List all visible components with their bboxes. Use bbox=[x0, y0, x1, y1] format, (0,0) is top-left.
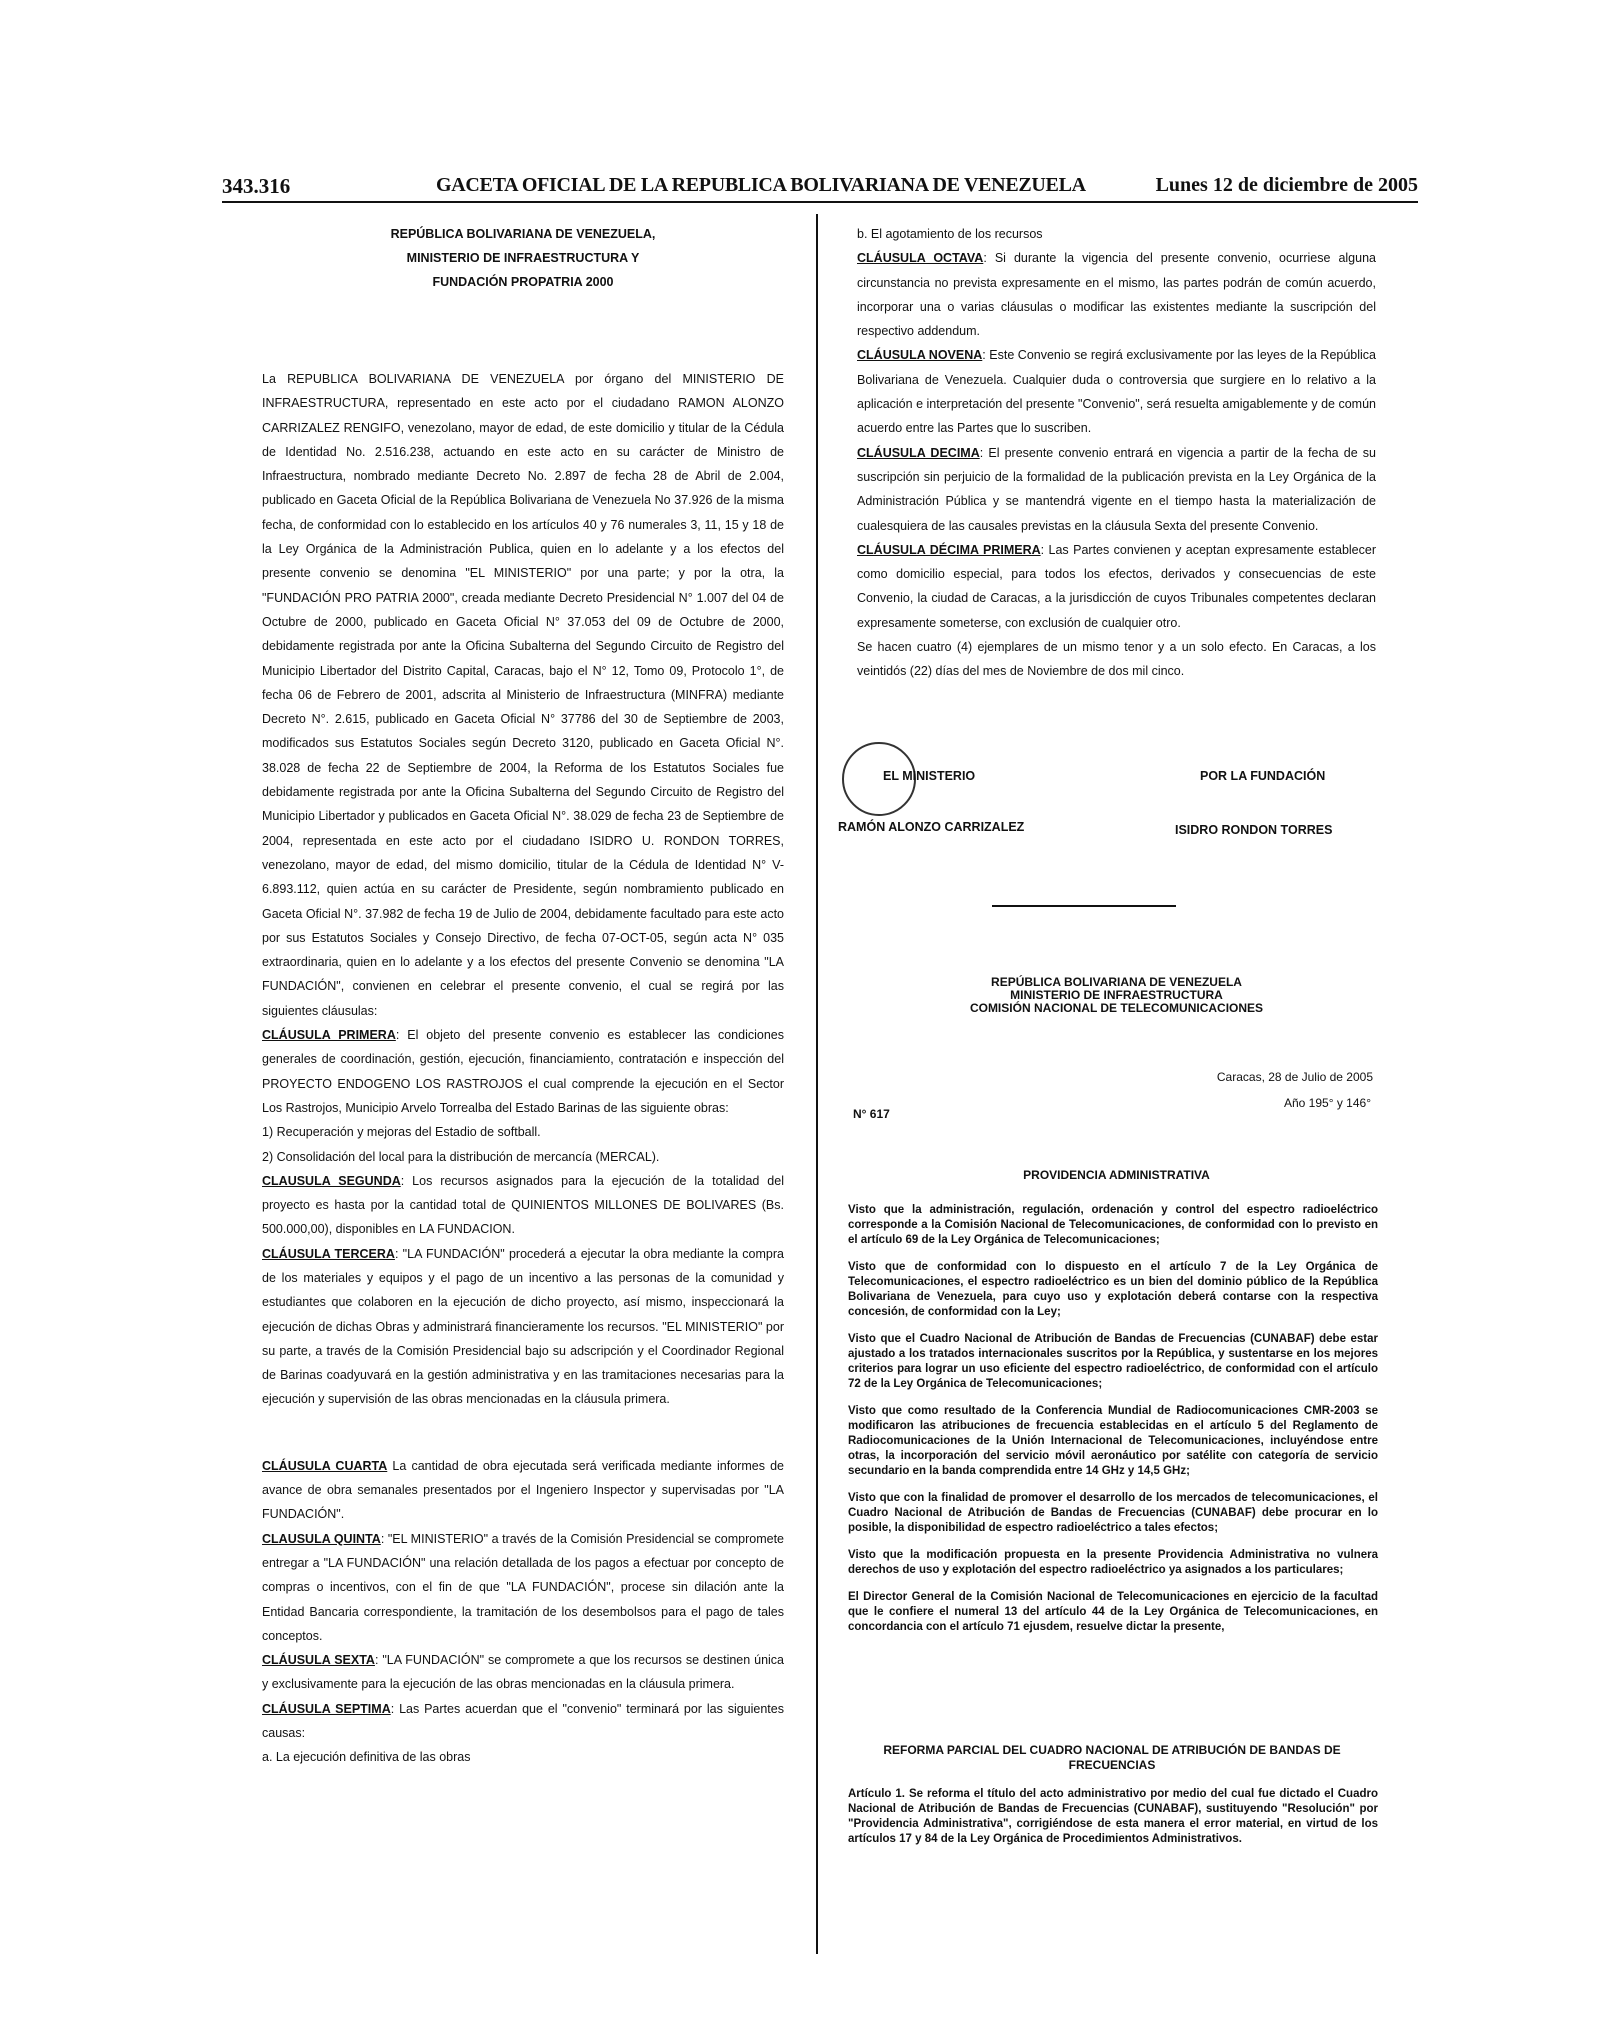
clause-label: CLAUSULA QUINTA bbox=[262, 1531, 381, 1546]
column-divider bbox=[816, 214, 818, 1954]
heading-line: MINISTERIO DE INFRAESTRUCTURA Y bbox=[406, 251, 640, 265]
clause-cuarta bbox=[262, 1454, 784, 1527]
conatel-heading bbox=[857, 976, 1376, 1015]
article-label: Artículo 1. bbox=[848, 1788, 906, 1800]
clause-quinta bbox=[262, 1527, 784, 1648]
visto-paragraph: Visto que el Cuadro Nacional de Atribución de Bandas de Frecuencias (CUNABAF) debe estar ajustado a los tratados internacionales suscritos por la República, y sustentarse en los mejores criterios para lograr un uso eficiente del espectro radioeléctrico, de conformidad con el artículo 72 de la Ley Orgánica de Telecomunicaciones; bbox=[848, 1333, 1378, 1390]
signature-role-foundation: POR LA FUNDACIÓN bbox=[1200, 769, 1326, 783]
clause-label: CLAUSULA SEGUNDA bbox=[262, 1173, 401, 1188]
heading-line: FUNDACIÓN PROPATRIA 2000 bbox=[432, 275, 614, 289]
clause-text: : El objeto del presente convenio es establecer las condiciones generales de coordinación, gestión, ejecución, financiamiento, contratación e inspección del PROYECTO ENDOGENO LOS RASTROJOS el cual comprende la ejecución en el Sector Los Rastrojos, Municipio Arvelo Torrealba del Estado Barinas de las siguiente obras: bbox=[262, 1028, 784, 1115]
clause-label: CLÁUSULA DECIMA bbox=[857, 445, 980, 460]
clause-segunda bbox=[262, 1169, 784, 1242]
list-item: 2) Consolidación del local para la distribución de mercancía (MERCAL). bbox=[262, 1149, 660, 1164]
heading-line: REPÚBLICA BOLIVARIANA DE VENEZUELA, bbox=[390, 227, 656, 241]
clause-text: : "LA FUNDACIÓN" se compromete a que los recursos se destinen única y exclusivamente para la ejecución de las obras mencionadas en la cláusula primera. bbox=[262, 1653, 785, 1692]
closing-paragraph: Se hacen cuatro (4) ejemplares de un mismo tenor y a un solo efecto. En Caracas, a los veintidós (22) días del mes de Noviembre de dos mil cinco. bbox=[857, 640, 1376, 679]
visto-paragraph: Visto que la modificación propuesta en la presente Providencia Administrativa no vulnera derechos de uso y explotación del espectro radioeléctrico ya asignados a los particulares; bbox=[848, 1549, 1378, 1576]
clause-text: : "LA FUNDACIÓN" procederá a ejecutar la obra mediante la compra de los materiales y equipos y el pago de un incentivo a las personas de la comunidad y estudiantes que colaboren en la ejecución de dicho proyecto, así mismo, inspeccionará la ejecución de dichas Obras y administrará financieramente los recursos. "EL MINISTERIO" por su parte, a través de la Comisión Presidencial bajo su adscripción y el Coordinador Regional de Barinas coadyuvará en la gestión administrativa y en las tramitaciones necesarias para la ejecución y supervisión de las obras mencionadas en la cláusula primera. bbox=[262, 1246, 784, 1407]
list-item: a. La ejecución definitiva de las obras bbox=[262, 1750, 471, 1765]
clause-decima-primera bbox=[857, 538, 1376, 635]
clause-tercera bbox=[262, 1242, 784, 1412]
intro-paragraph: La REPUBLICA BOLIVARIANA DE VENEZUELA por órgano del MINISTERIO DE INFRAESTRUCTURA, representado en este acto por el ciudadano RAMON ALONZO CARRIZALEZ RENGIFO, venezolano, mayor de edad, de este domicilio y titular de la Cédula de Identidad No. 2.516.238, actuando en este acto en su carácter de Ministro de Infraestructura, nombrado mediante Decreto No. 2.897 de fecha 28 de Abril de 2.004, publicado en Gaceta Oficial de la República Bolivariana de Venezuela No 37.926 de la misma fecha, de conformidad con lo establecido en los artículos 40 y 76 numerales 3, 11, 15 y 18 de la Ley Orgánica de la Administración Publica, quien en lo adelante y a los efectos del presente convenio se denomina "EL MINISTERIO" por una parte; y por la otra, la "FUNDACIÓN PRO PATRIA 2000", creada mediante Decreto Presidencial N° 1.007 del 04 de Octubre de 2000, publicado en Gaceta Oficial N° 37.053 del 09 de Octubre de 2000, debidamente registrada por ante la Oficina Subalterna del Segundo Circuito de Registro del Municipio Libertador del Distrito Capital, Caracas, bajo el N° 12, Tomo 09, Protocolo 1°, de fecha 06 de Febrero de 2001, adscrita al Ministerio de Infraestructura (MINFRA) mediante Decreto N°. 2.615, publicado en Gaceta Oficial N° 37786 del 30 de Septiembre de 2003, modificados sus Estatutos Sociales según Decreto 3120, publicado en Gaceta Oficial N°. 38.028 de fecha 22 de Septiembre de 2004, la Reforma de los Estatutos Sociales fue debidamente registrada por ante la Oficina Subalterna del Segundo Circuito de Registro del Municipio Libertador y publicados en Gaceta Oficial N°. 38.029 de fecha 23 de Septiembre de 2004, representada en este acto por el ciudadano ISIDRO U. RONDON TORRES, venezolano, mayor de edad, del mismo domicilio, titular de la Cédula de Identidad N° V- 6.893.112, quien actúa en su carácter de Presidente, según nombramiento publicado en Gaceta Oficial N°. 37.982 de fecha 19 de Julio de 2004, debidamente facultado para este acto por sus Estatutos Sociales y Consejo Directivo, de fecha 07-OCT-05, según acta N° 035 extraordinaria, quien en lo adelante y a los efectos del presente Convenio se denomina "LA FUNDACIÓN", convienen en celebrar el presente convenio, el cual se regirá por las siguientes cláusulas: bbox=[262, 372, 784, 1018]
heading-line: MINISTERIO DE INFRAESTRUCTURA bbox=[1010, 988, 1223, 1002]
gazette-title: GACETA OFICIAL DE LA REPUBLICA BOLIVARIANA DE VENEZUELA bbox=[436, 174, 1086, 196]
visto-paragraph: Visto que con la finalidad de promover el desarrollo de los mercados de telecomunicaciones, el Cuadro Nacional de Atribución de Bandas de Frecuencias (CUNABAF) debe procurar en lo posible, la disponibilidad de espectro radioeléctrico a tales efectos; bbox=[848, 1492, 1378, 1534]
signature-role-ministry: EL MINISTERIO bbox=[883, 769, 976, 783]
article-1 bbox=[848, 1787, 1378, 1847]
left-column bbox=[262, 222, 784, 1770]
signature-name-foundation: ISIDRO RONDON TORRES bbox=[1175, 823, 1333, 837]
issue-date: Lunes 12 de diciembre de 2005 bbox=[1155, 174, 1418, 196]
clause-label: CLÁUSULA OCTAVA bbox=[857, 251, 984, 266]
visto-paragraph: Visto que como resultado de la Conferencia Mundial de Radiocomunicaciones CMR-2003 se modificaron las atribuciones de frecuencia establecidas en el artículo 5 del Reglamento de Radiocomunicaciones de la Unión Internacional de Telecomunicaciones, incluyéndose entre otras, la incorporación del servicio móvil aeronáutico por satélite con categoría de servicio secundario en la banda comprendida entre 14 GHz y 14,5 GHz; bbox=[848, 1405, 1378, 1477]
clause-octava bbox=[857, 246, 1376, 343]
providence-body bbox=[848, 1203, 1378, 1635]
clause-primera bbox=[262, 1023, 784, 1120]
clause-text: La cantidad de obra ejecutada será verificada mediante informes de avance de obra semanales presentados por el Ingeniero Inspector y supervisadas por "LA FUNDACIÓN". bbox=[262, 1458, 784, 1522]
clause-text: : El presente convenio entrará en vigencia a partir de la fecha de su suscripción sin perjuicio de la formalidad de la publicación prevista en la Ley Orgánica de la Administración Pública y se mantendrá vigente en el tiempo hasta la materialización de cualesquiera de las causales previstas en la cláusula Sexta del presente Convenio. bbox=[857, 445, 1376, 533]
clause-decima bbox=[857, 441, 1376, 538]
clause-text: : Las Partes convienen y aceptan expresamente establecer como domicilio especial, para todos los efectos, derivados y consecuencias de este Convenio, la ciudad de Caracas, a la jurisdicción de cuyos Tribunales competentes declaran expresamente someterse, con exclusión de cualquier otro. bbox=[857, 542, 1376, 630]
visto-paragraph: Visto que la administración, regulación, ordenación y control del espectro radioeléctrico corresponde a la Comisión Nacional de Telecomunicaciones, de conformidad con lo previsto en el artículo 69 de la Ley Orgánica de Telecomunicaciones; bbox=[848, 1204, 1378, 1246]
article-text: Se reforma el título del acto administrativo por medio del cual fue dictado el Cuadro Nacional de Atribución de Bandas de Frecuencias (CUNABAF), sustituyendo "Resolución" por "Providencia Administrativa", corrigiéndose de esta manera el error material, en virtud de los artículos 17 y 84 de la Ley Orgánica de Procedimientos Administrativos. bbox=[848, 1788, 1378, 1845]
clause-text: : Las Partes acuerdan que el "convenio" terminará por las siguientes causas: bbox=[262, 1701, 784, 1741]
years: Año 195° y 146° bbox=[1284, 1096, 1371, 1110]
page-number: 343.316 bbox=[222, 174, 291, 198]
heading-line: COMISIÓN NACIONAL DE TELECOMUNICACIONES bbox=[969, 1001, 1264, 1015]
clause-label: CLÁUSULA PRIMERA bbox=[262, 1028, 396, 1043]
clause-novena bbox=[857, 343, 1376, 440]
list-item: b. El agotamiento de los recursos bbox=[857, 227, 1043, 241]
clause-label: CLÁUSULA SEXTA bbox=[262, 1653, 375, 1668]
header-rule bbox=[222, 201, 1418, 203]
place-date: Caracas, 28 de Julio de 2005 bbox=[1216, 1070, 1373, 1084]
clause-text: : "EL MINISTERIO" a través de la Comisión Presidencial se compromete entregar a "LA FUNDACIÓN" una relación detallada de los pagos a efectuar por concepto de compras o incentivos, con el fin de que "LA FUNDACIÓN", procese sin dilación ante la Entidad Bancaria correspondiente, la tramitación de los desembolsos para el pago de tales conceptos. bbox=[262, 1531, 784, 1643]
signature-name-ministry: RAMÓN ALONZO CARRIZALEZ bbox=[838, 820, 1025, 834]
section-separator bbox=[992, 905, 1176, 907]
clause-label: CLÁUSULA DÉCIMA PRIMERA bbox=[857, 542, 1041, 557]
clause-label: CLÁUSULA NOVENA bbox=[857, 348, 983, 363]
clause-sexta bbox=[262, 1648, 784, 1697]
director-paragraph: El Director General de la Comisión Nacional de Telecomunicaciones en ejercicio de la facultad que le confiere el numeral 13 del artículo 44 de la Ley Orgánica de Telecomunicaciones, en concordancia con el artículo 71 ejusdem, resuelve dictar la presente, bbox=[848, 1591, 1378, 1633]
reforma-title: REFORMA PARCIAL DEL CUADRO NACIONAL DE ATRIBUCIÓN DE BANDAS DE FRECUENCIAS bbox=[883, 1743, 1341, 1772]
clause-septima bbox=[262, 1697, 784, 1746]
providence-number: N° 617 bbox=[853, 1107, 890, 1121]
clause-label: CLÁUSULA CUARTA bbox=[262, 1458, 388, 1473]
right-column bbox=[857, 222, 1376, 684]
clause-label: CLÁUSULA SEPTIMA bbox=[262, 1701, 391, 1716]
clause-text: : Si durante la vigencia del presente convenio, ocurriese alguna circunstancia no prevista expresamente en el mismo, las partes podrán de común acuerdo, incorporar una o varias cláusulas o modificar las existentes mediante la suscripción del respectivo addendum. bbox=[857, 251, 1376, 339]
providence-title: PROVIDENCIA ADMINISTRATIVA bbox=[1023, 1168, 1210, 1182]
agreement-heading bbox=[262, 222, 784, 294]
visto-paragraph: Visto que de conformidad con lo dispuesto en el artículo 7 de la Ley Orgánica de Telecomunicaciones, el espectro radioeléctrico es un bien del dominio público de la República Bolivariana de Venezuela, para cuyo uso y explotación deberá contarse con la respectiva concesión, de conformidad con la Ley; bbox=[848, 1261, 1378, 1318]
list-item: 1) Recuperación y mejoras del Estadio de softball. bbox=[262, 1125, 541, 1140]
clause-text: : Los recursos asignados para la ejecución de la totalidad del proyecto es hasta por la cantidad total de QUINIENTOS MILLONES DE BOLIVARES (Bs. 500.000,00), disponibles en LA FUNDACION. bbox=[262, 1173, 784, 1237]
heading-line: REPÚBLICA BOLIVARIANA DE VENEZUELA bbox=[991, 975, 1242, 989]
clause-text: : Este Convenio se regirá exclusivamente por las leyes de la República Bolivariana de Venezuela. Cualquier duda o controversia que surgiere en lo relativo a la aplicación e interpretación del presente "Convenio", será resuelta amigablemente y de común acuerdo entre las Partes que lo suscriben. bbox=[857, 348, 1377, 436]
clause-label: CLÁUSULA TERCERA bbox=[262, 1246, 395, 1261]
